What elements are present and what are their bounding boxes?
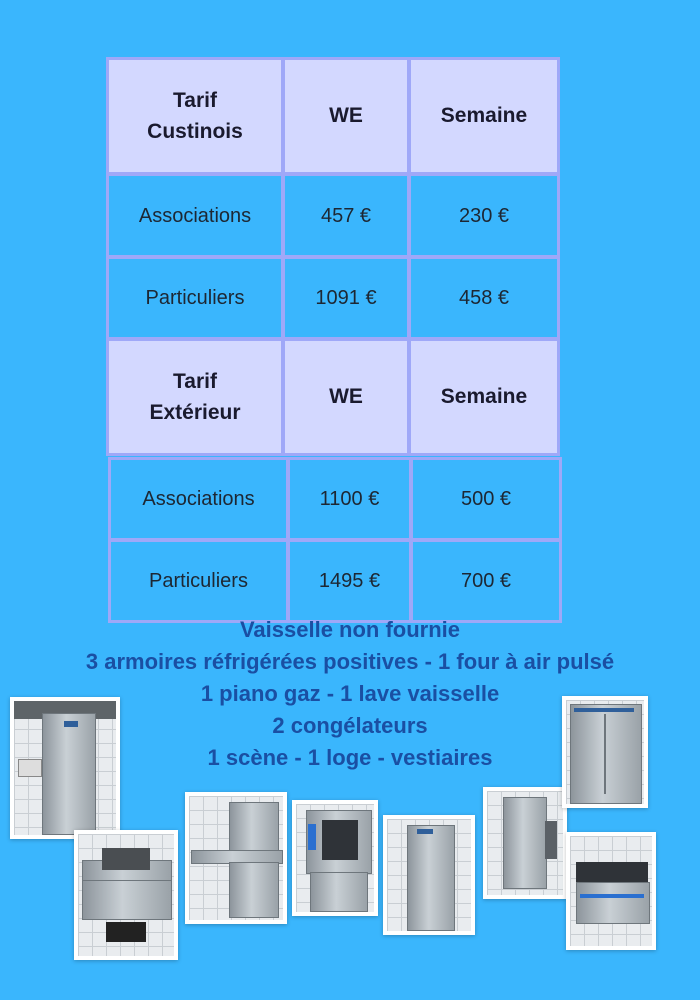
- row-particuliers-we: 1495 €: [287, 539, 412, 623]
- info-line-armoires: 3 armoires réfrigérées positives - 1 four à air pulsé: [85, 649, 615, 674]
- row-particuliers-semaine: 458 €: [408, 256, 560, 340]
- header-custinois-label: Custinois: [147, 120, 243, 143]
- info-line-congelateurs: 2 congélateurs: [272, 713, 428, 738]
- header-tarif-label: Tarif: [173, 369, 217, 393]
- info-line-vaisselle: Vaisselle non fournie: [239, 617, 461, 642]
- row-particuliers-semaine: 700 €: [410, 539, 562, 623]
- header-semaine: Semaine: [408, 57, 560, 175]
- header-semaine: Semaine: [408, 338, 560, 456]
- header-tarif-custinois: [106, 57, 284, 175]
- photo-double-fridge: [562, 696, 648, 808]
- row-associations-we: 457 €: [282, 173, 410, 258]
- row-associations-semaine: 500 €: [410, 457, 562, 541]
- photo-cold-cabinet-single: [483, 787, 567, 899]
- photo-gas-range: [566, 832, 656, 950]
- photo-cold-room-cabinet: [10, 697, 120, 839]
- row-associations-we: 1100 €: [287, 457, 412, 541]
- info-line-piano: 1 piano gaz - 1 lave vaisselle: [200, 681, 500, 706]
- row-associations-semaine: 230 €: [408, 173, 560, 258]
- header-tarif-exterieur: [106, 338, 284, 456]
- row-associations-label: Associations: [106, 173, 284, 258]
- row-associations-label: Associations: [108, 457, 289, 541]
- header-tarif-label: Tarif: [173, 88, 217, 112]
- header-we: WE: [282, 57, 410, 175]
- photo-freezer: [383, 815, 475, 935]
- photo-gas-piano: [74, 830, 178, 960]
- photo-dishwasher: [185, 792, 287, 924]
- row-particuliers-we: 1091 €: [282, 256, 410, 340]
- header-exterieur-label: Extérieur: [149, 401, 241, 424]
- photo-convection-oven: [292, 800, 378, 916]
- row-particuliers-label: Particuliers: [108, 539, 289, 623]
- row-particuliers-label: Particuliers: [106, 256, 284, 340]
- header-we: WE: [282, 338, 410, 456]
- info-line-scene: 1 scène - 1 loge - vestiaires: [207, 745, 493, 770]
